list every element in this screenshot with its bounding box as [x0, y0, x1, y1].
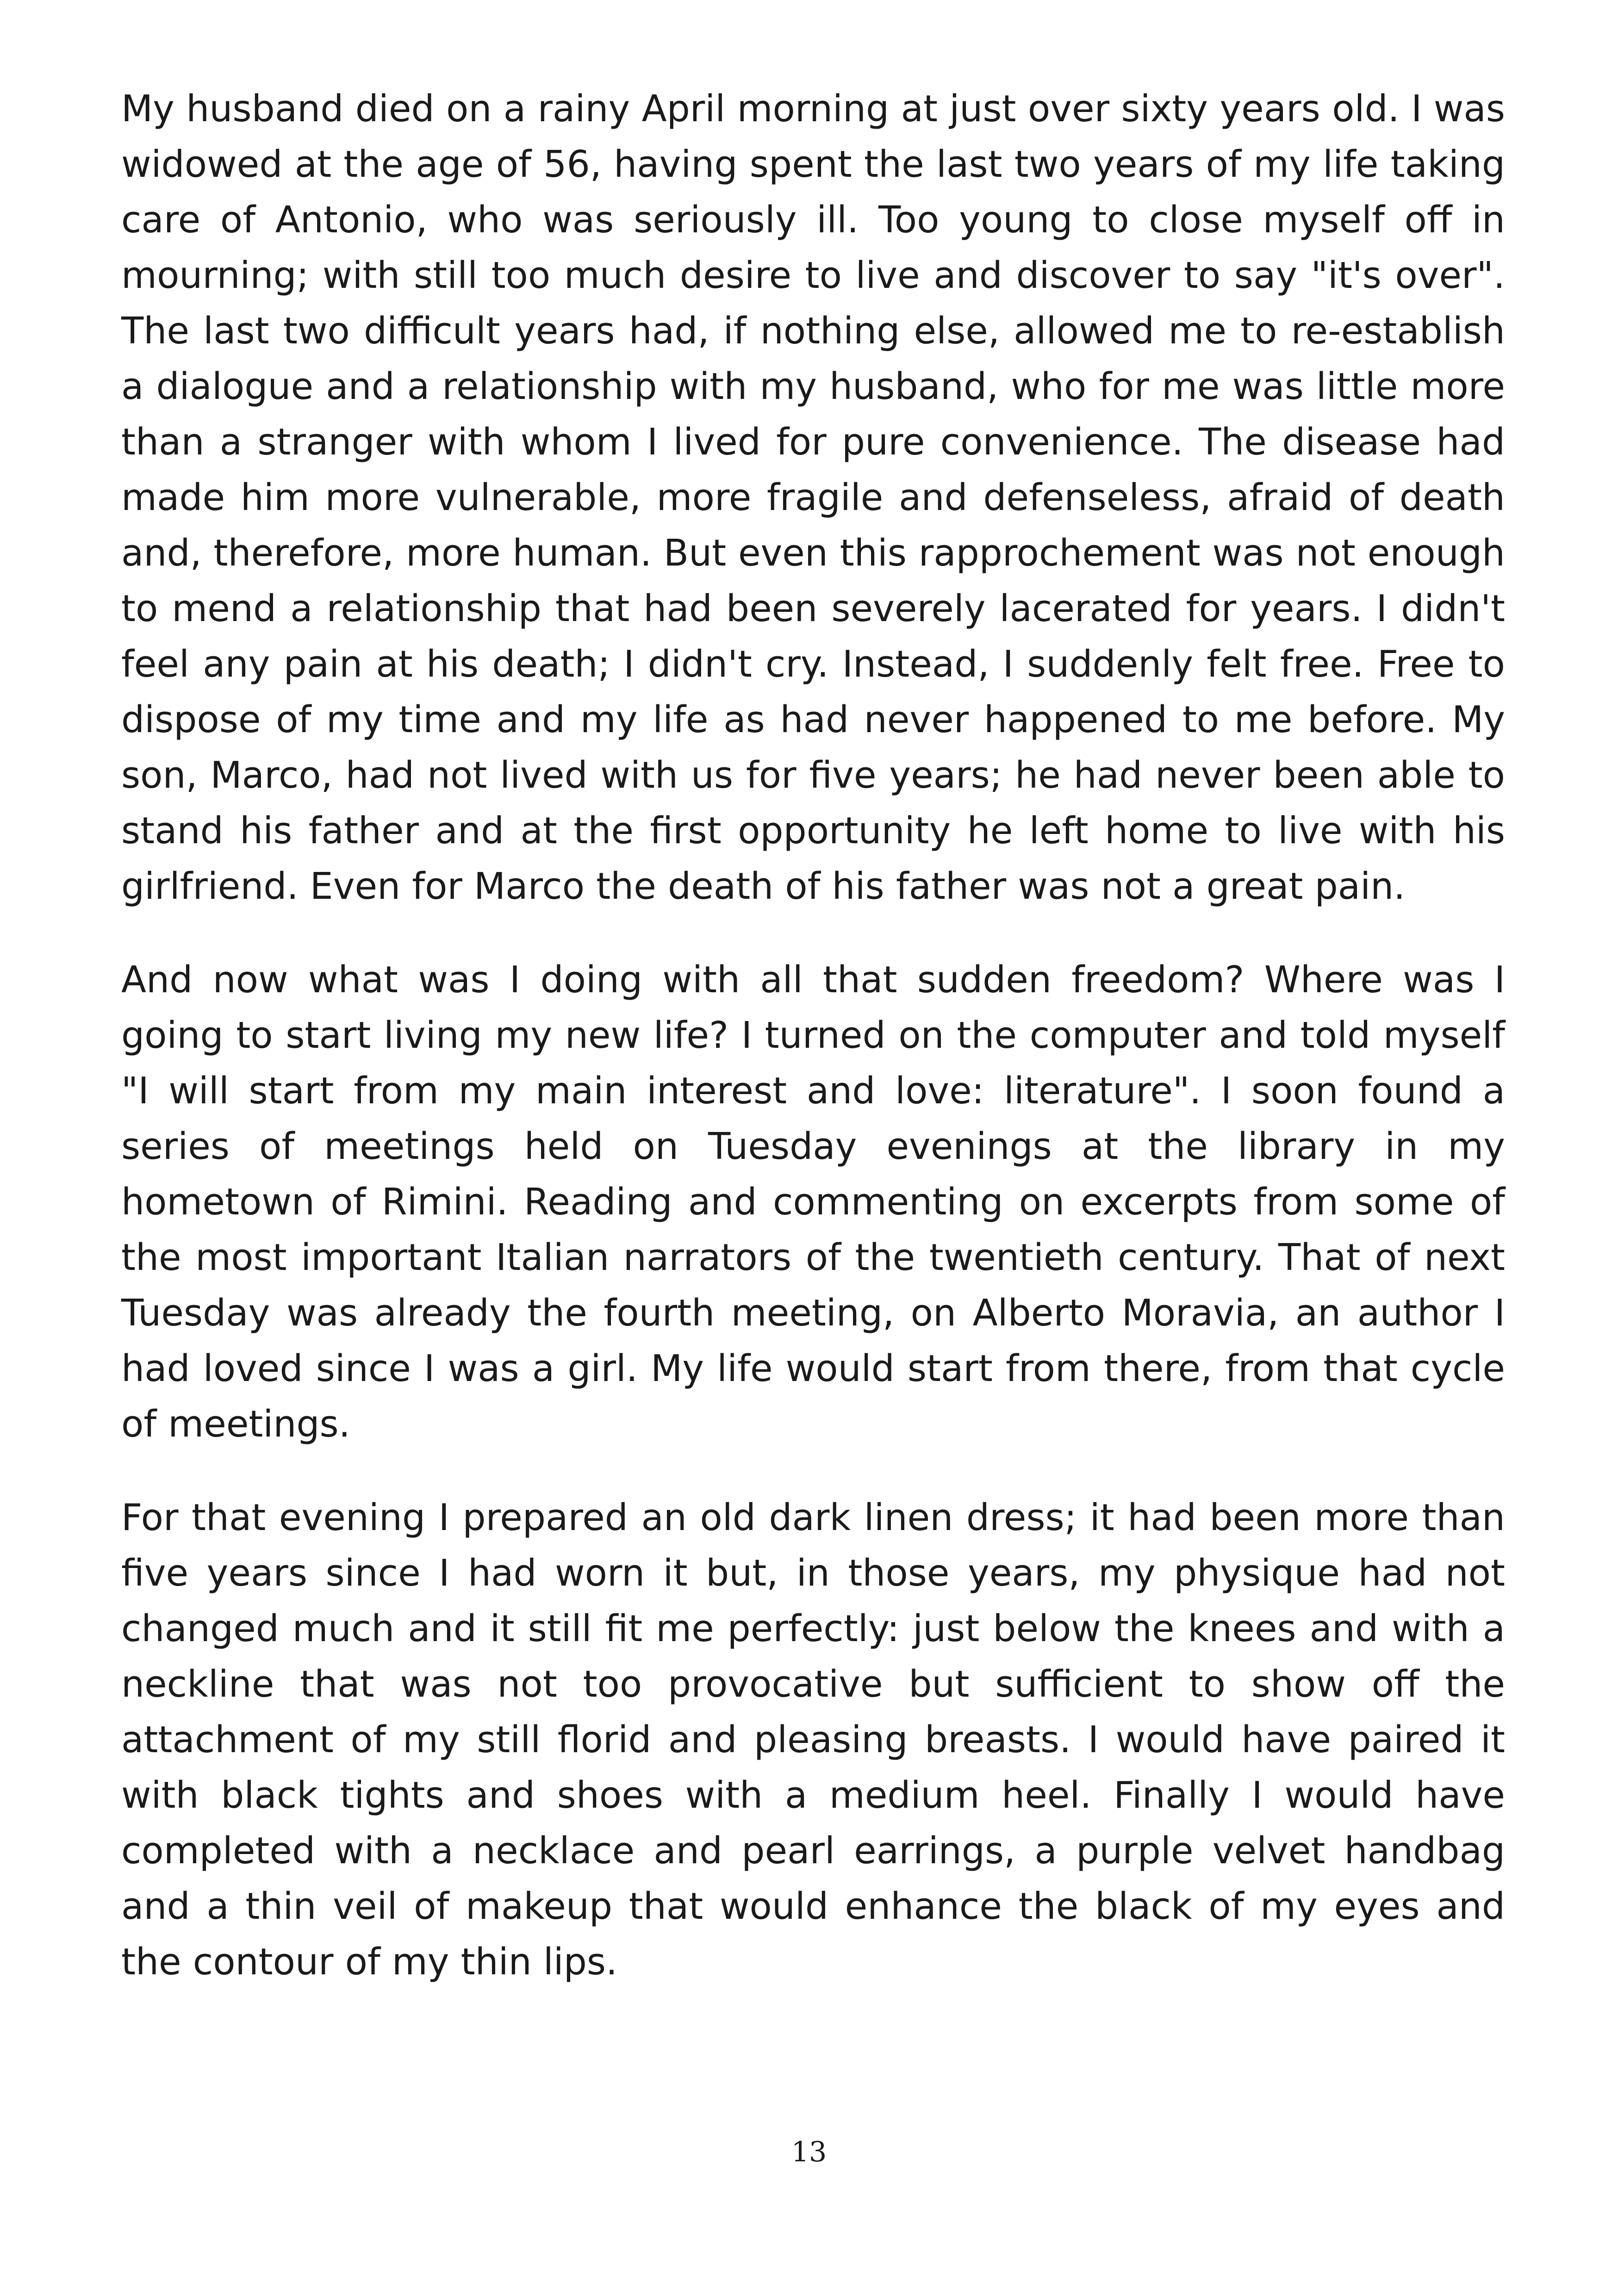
paragraph-3: For that evening I prepared an old dark linen dress; it had been more than five years since I had worn it but, in those years, my physique had not changed much and it still fit me perfectly: just below the knees and with a neckline that was not too provocative but sufficient to show off the attachment of my still florid and pleasing breasts. I would have paired it with black tights and shoes with a medium heel. Finally I would have completed with a necklace and pearl earrings, a purple velvet handbag and a thin veil of makeup that would enhance the black of my eyes and the contour of my thin lips.	[121, 1496, 1505, 1983]
body-text	[121, 81, 1505, 2028]
paragraph-1: My husband died on a rainy April morning at just over sixty years old. I was widowed at the age of 56, having spent the last two years of my life taking care of Antonio, who was seriously ill. Too young to close myself off in mourning; with still too much desire to live and discover to say "it's over". The last two difficult years had, if nothing else, allowed me to re-establish a dialogue and a relationship with my husband, who for me was little more than a stranger with whom I lived for pure convenience. The disease had made him more vulnerable, more fragile and defenseless, afraid of death and, therefore, more human. But even this rapprochement was not enough to mend a relationship that had been severely lacerated for years. I didn't feel any pain at his death; I didn't cry. Instead, I suddenly felt free. Free to dispose of my time and my life as had never happened to me before. My son, Marco, had not lived with us for five years; he had never been able to stand his father and at the first opportunity he left home to live with his girlfriend. Even for Marco the death of his father was not a great pain.	[121, 87, 1505, 908]
page-number: 13	[791, 2136, 827, 2168]
paragraph-2: And now what was I doing with all that sudden freedom? Where was I going to start living my new life? I turned on the computer and told myself "I will start from my main interest and love: literature". I soon found a series of meetings held on Tuesday evenings at the library in my hometown of Rimini. Reading and commenting on excerpts from some of the most important Italian narrators of the twentieth century. That of next Tuesday was already the fourth meeting, on Alberto Moravia, an author I had loved since I was a girl. My life would start from there, from that cycle of meetings.	[121, 958, 1505, 1445]
